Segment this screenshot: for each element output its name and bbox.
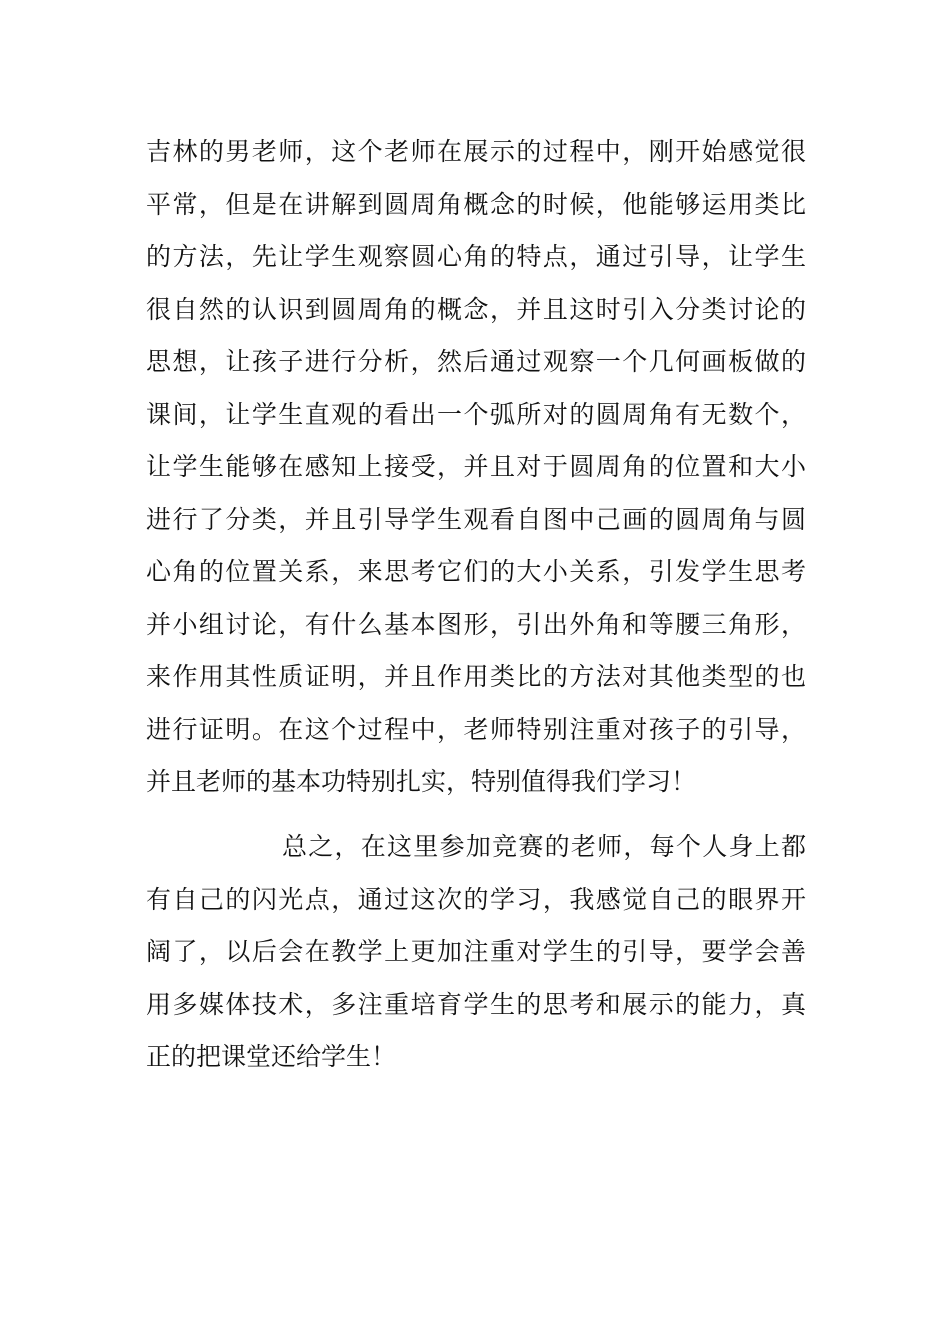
paragraph-line: 让学生能够在感知上接受，并且对于圆周角的位置和大小 [146, 452, 806, 481]
paragraph-2 [146, 821, 806, 1084]
paragraph-line: 用多媒体技术，多注重培育学生的思考和展示的能力，真 [146, 989, 806, 1019]
paragraph-line: 并小组讨论，有什么基本图形，引出外角和等腰三角形， [146, 609, 806, 639]
paragraph-line: 来作用其性质证明，并且作用类比的方法对其他类型的也 [146, 662, 806, 691]
paragraph-line: 有自己的闪光点，通过这次的学习，我感觉自己的眼界开 [146, 884, 806, 914]
paragraph-line: 心角的位置关系，来思考它们的大小关系，引发学生思考 [146, 557, 806, 586]
paragraph-line: 总之，在这里参加竞赛的老师，每个人身上都 [282, 832, 806, 861]
paragraph-line: 进行证明。在这个过程中，老师特别注重对孩子的引导， [146, 714, 806, 744]
paragraph-line: 的方法，先让学生观察圆心角的特点，通过引导，让学生 [146, 242, 806, 271]
paragraph-line: 吉林的男老师，这个老师在展示的过程中，刚开始感觉很 [146, 137, 806, 166]
paragraph-line: 阔了，以后会在教学上更加注重对学生的引导，要学会善 [146, 937, 806, 966]
paragraph-line: 思想，让孩子进行分析，然后通过观察一个几何画板做的 [146, 347, 806, 376]
paragraph-line: 平常，但是在讲解到圆周角概念的时候，他能够运用类比 [146, 189, 806, 219]
paragraph-line: 正的把课堂还给学生！ [146, 1042, 397, 1071]
paragraph-1 [146, 126, 806, 809]
paragraph-line: 课间，让学生直观的看出一个弧所对的圆周角有无数个， [146, 399, 806, 429]
paragraph-line: 很自然的认识到圆周角的概念，并且这时引入分类讨论的 [146, 294, 806, 324]
paragraph-line: 并且老师的基本功特别扎实，特别值得我们学习！ [146, 767, 697, 796]
paragraph-line: 进行了分类，并且引导学生观看自图中己画的圆周角与圆 [146, 504, 806, 534]
